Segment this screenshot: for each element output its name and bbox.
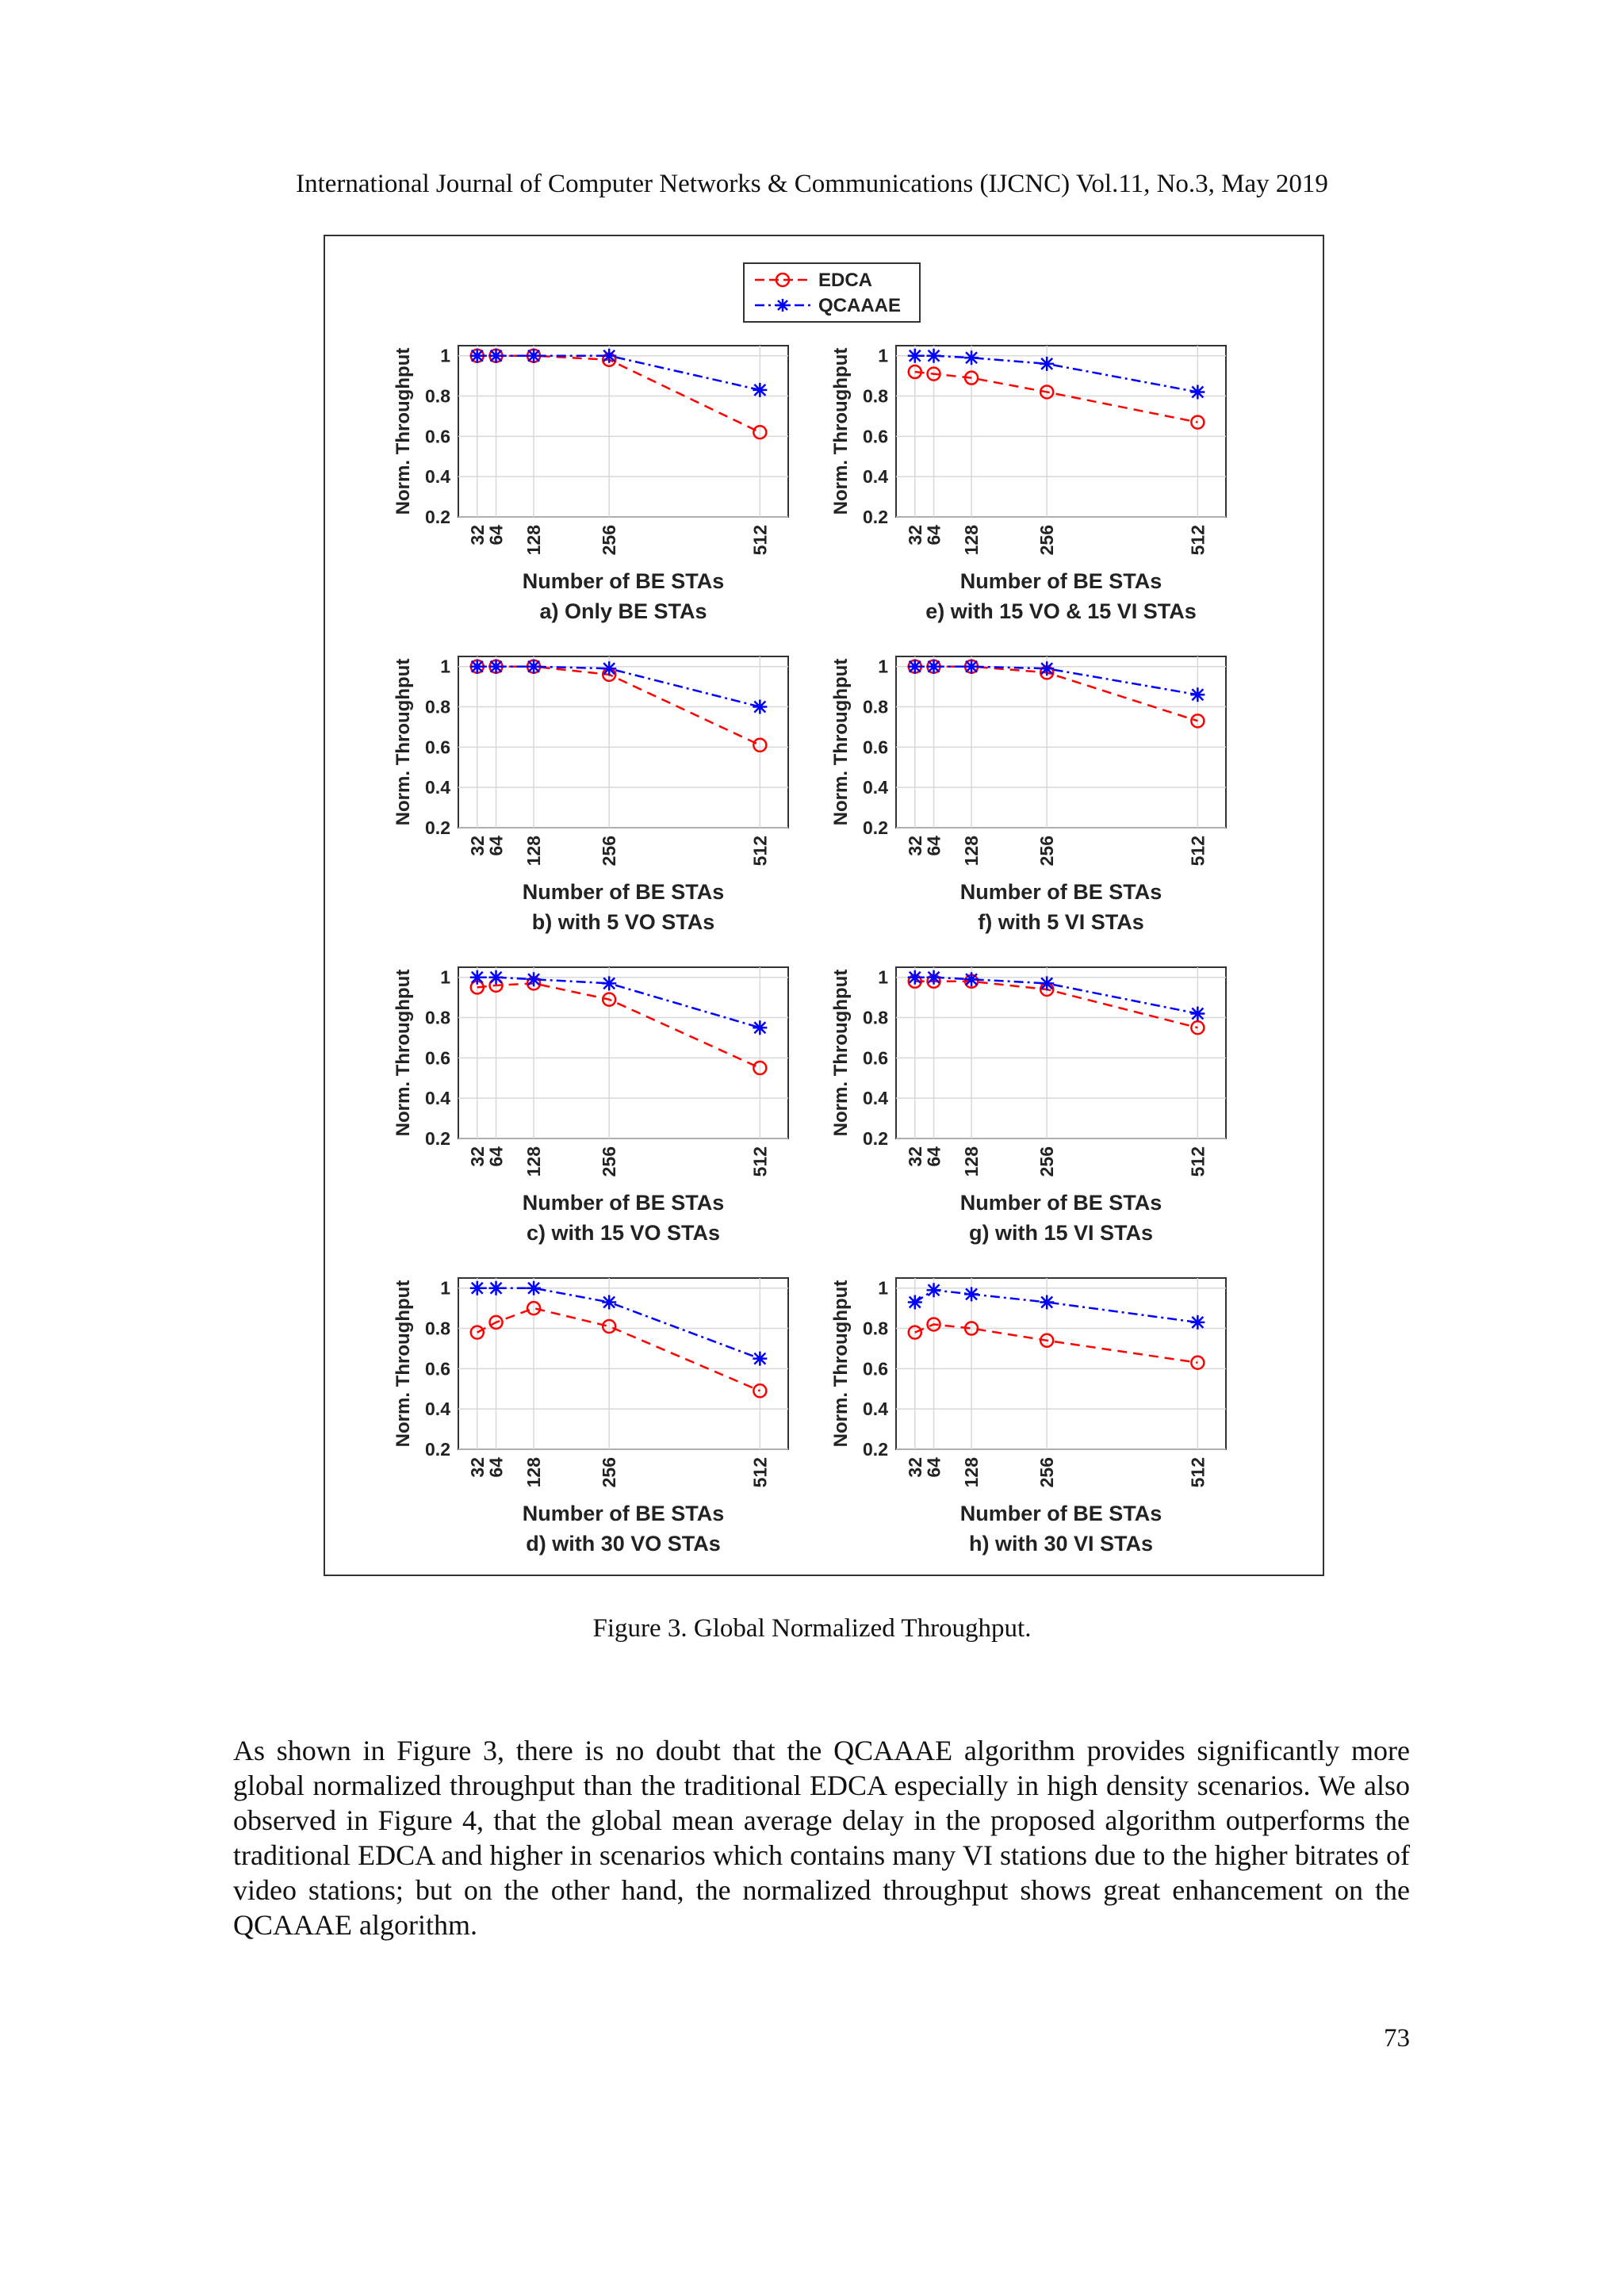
x-tick-label: 32 [904, 1457, 925, 1478]
data-point-qcaaae [753, 700, 767, 714]
x-tick-label: 64 [485, 836, 507, 856]
journal-header: International Journal of Computer Networks & Communications (IJCNC) Vol.11, No.3, May 2019 [296, 170, 1328, 198]
y-axis-label: Norm. Throughput [393, 969, 414, 1137]
data-point-qcaaae [527, 972, 541, 986]
data-point-qcaaae [1190, 1006, 1205, 1020]
data-point-qcaaae [908, 970, 922, 985]
panel-title: d) with 30 VO STAs [526, 1532, 721, 1556]
x-tick-label: 128 [523, 836, 545, 867]
plot-area [458, 346, 788, 517]
data-point-qcaaae [489, 1281, 504, 1295]
y-axis-label: Norm. Throughput [830, 658, 852, 826]
panel-title: a) Only BE STAs [539, 599, 707, 623]
figure-3 [324, 235, 1324, 1576]
data-point-qcaaae [1190, 687, 1205, 702]
x-tick-label: 128 [961, 1146, 982, 1177]
y-tick-label: 0.6 [863, 1047, 888, 1069]
y-tick-label: 0.8 [425, 385, 450, 407]
x-tick-label: 512 [1187, 1146, 1208, 1177]
x-tick-label: 32 [904, 525, 925, 545]
x-axis-label: Number of BE STAs [522, 1502, 725, 1525]
x-tick-label: 128 [961, 836, 982, 867]
legend-label-qcaaae: QCAAAE [818, 295, 902, 316]
data-point-qcaaae [964, 350, 979, 365]
y-tick-label: 0.6 [425, 737, 450, 758]
data-point-qcaaae [470, 660, 485, 674]
data-point-qcaaae [602, 661, 616, 675]
plot-area [458, 1278, 788, 1449]
x-tick-label: 256 [599, 1457, 620, 1488]
data-point-qcaaae [1190, 1315, 1205, 1330]
y-tick-label: 0.8 [863, 385, 888, 407]
page-number: 73 [1384, 2024, 1410, 2053]
data-point-qcaaae [527, 349, 541, 363]
data-point-qcaaae [964, 660, 979, 674]
data-point-qcaaae [753, 1020, 767, 1035]
plot-area [896, 656, 1226, 828]
y-tick-label: 0.8 [425, 696, 450, 718]
data-point-qcaaae [470, 1281, 485, 1295]
y-tick-label: 0.4 [425, 1088, 450, 1109]
y-tick-label: 1 [878, 345, 888, 366]
y-tick-label: 0.8 [863, 1318, 888, 1339]
x-tick-label: 128 [523, 1146, 545, 1177]
x-tick-label: 128 [523, 1457, 545, 1488]
data-point-qcaaae [908, 349, 922, 363]
x-axis-label: Number of BE STAs [959, 880, 1162, 904]
data-point-qcaaae [927, 349, 941, 363]
plot-area [458, 967, 788, 1138]
data-point-qcaaae [489, 660, 504, 674]
panel-7 [393, 1278, 788, 1556]
y-tick-label: 0.4 [863, 777, 888, 798]
y-axis-label: Norm. Throughput [830, 1280, 852, 1448]
y-tick-label: 1 [440, 656, 450, 677]
data-point-qcaaae [908, 660, 922, 674]
y-tick-label: 0.2 [863, 817, 888, 838]
x-tick-label: 64 [923, 1457, 944, 1478]
y-tick-label: 1 [440, 966, 450, 988]
y-axis-label: Norm. Throughput [393, 1280, 414, 1448]
x-tick-label: 32 [904, 836, 925, 856]
y-tick-label: 1 [878, 1277, 888, 1299]
y-tick-label: 0.6 [863, 737, 888, 758]
y-tick-label: 0.6 [863, 1358, 888, 1380]
x-tick-label: 64 [485, 1146, 507, 1167]
x-tick-label: 64 [485, 1457, 507, 1478]
x-tick-label: 128 [961, 1457, 982, 1488]
y-tick-label: 0.4 [425, 777, 450, 798]
x-tick-label: 256 [1036, 1146, 1058, 1177]
y-tick-label: 0.4 [425, 1399, 450, 1420]
x-tick-label: 512 [1187, 836, 1208, 867]
x-axis-label: Number of BE STAs [522, 569, 725, 593]
y-tick-label: 0.4 [425, 466, 450, 488]
x-tick-label: 256 [599, 525, 620, 556]
data-point-qcaaae [927, 660, 941, 674]
y-tick-label: 0.8 [425, 1007, 450, 1028]
panel-title: g) with 15 VI STAs [968, 1221, 1154, 1245]
panel-3 [393, 656, 788, 934]
y-tick-label: 0.2 [863, 1439, 888, 1460]
x-tick-label: 64 [485, 525, 507, 545]
data-point-qcaaae [527, 660, 541, 674]
y-tick-label: 1 [878, 966, 888, 988]
y-tick-label: 0.2 [863, 507, 888, 527]
body-paragraph: As shown in Figure 3, there is no doubt that the QCAAAE algorithm provides significantly more global normalized throughput than the traditional EDCA especially in high density scenarios. We also observed in Figure 4, that the global mean average delay in the proposed algorithm outperforms the traditional EDCA and higher in scenarios which contains many VI stations due to the higher bitrates of video stations; but on the other hand, the normalized throughput shows great enhancement on the QCAAAE algorithm. [233, 1735, 1410, 1941]
data-point-qcaaae [470, 349, 485, 363]
data-point-qcaaae [527, 1281, 541, 1295]
y-tick-label: 0.6 [425, 1047, 450, 1069]
legend-marker-asterisk [776, 299, 789, 312]
x-axis-label: Number of BE STAs [522, 1191, 725, 1215]
x-tick-label: 512 [749, 836, 771, 867]
data-point-qcaaae [908, 1295, 922, 1309]
y-tick-label: 0.2 [863, 1128, 888, 1149]
y-tick-label: 0.6 [863, 426, 888, 447]
x-axis-label: Number of BE STAs [959, 1191, 1162, 1215]
panel-5 [393, 967, 788, 1245]
y-tick-label: 0.8 [863, 1007, 888, 1028]
x-tick-label: 512 [749, 1146, 771, 1177]
y-tick-label: 0.2 [425, 817, 450, 838]
x-axis-label: Number of BE STAs [522, 880, 725, 904]
y-tick-label: 0.2 [425, 1128, 450, 1149]
y-axis-label: Norm. Throughput [830, 347, 852, 515]
data-point-qcaaae [1040, 357, 1054, 371]
data-point-qcaaae [602, 976, 616, 990]
y-tick-label: 0.2 [425, 1439, 450, 1460]
y-tick-label: 0.8 [425, 1318, 450, 1339]
data-point-qcaaae [964, 1287, 979, 1301]
y-tick-label: 0.4 [863, 1399, 888, 1420]
x-tick-label: 256 [599, 836, 620, 867]
x-tick-label: 256 [1036, 836, 1058, 867]
data-point-qcaaae [927, 970, 941, 985]
panel-6 [830, 967, 1226, 1245]
legend-label-edca: EDCA [818, 270, 873, 291]
y-tick-label: 1 [440, 1277, 450, 1299]
data-point-qcaaae [927, 1283, 941, 1297]
y-tick-label: 0.4 [863, 466, 888, 488]
figure-3-chart-grid [325, 236, 1323, 1575]
x-tick-label: 32 [466, 836, 488, 856]
panel-8 [830, 1278, 1226, 1556]
y-axis-label: Norm. Throughput [830, 969, 852, 1137]
panel-4 [830, 656, 1226, 934]
chart-legend [744, 263, 920, 322]
data-point-qcaaae [470, 970, 485, 985]
x-axis-label: Number of BE STAs [959, 1502, 1162, 1525]
data-point-qcaaae [489, 349, 504, 363]
x-tick-label: 512 [749, 525, 771, 556]
y-axis-label: Norm. Throughput [393, 658, 414, 826]
panel-title: b) with 5 VO STAs [531, 910, 715, 934]
plot-area [896, 1278, 1226, 1449]
y-tick-label: 0.2 [425, 507, 450, 527]
data-point-qcaaae [602, 349, 616, 363]
panel-title: h) with 30 VI STAs [968, 1532, 1154, 1556]
y-tick-label: 0.8 [863, 696, 888, 718]
x-tick-label: 64 [923, 525, 944, 545]
x-tick-label: 128 [523, 525, 545, 556]
panel-title: e) with 15 VO & 15 VI STAs [925, 599, 1197, 623]
x-tick-label: 256 [1036, 525, 1058, 556]
data-point-qcaaae [753, 383, 767, 397]
x-tick-label: 128 [961, 525, 982, 556]
y-tick-label: 1 [440, 345, 450, 366]
panel-2 [830, 346, 1226, 623]
x-tick-label: 512 [1187, 525, 1208, 556]
y-tick-label: 0.6 [425, 1358, 450, 1380]
panel-1 [393, 346, 788, 623]
plot-area [896, 346, 1226, 517]
data-point-qcaaae [753, 1352, 767, 1366]
data-point-qcaaae [1040, 976, 1054, 990]
x-tick-label: 512 [749, 1457, 771, 1488]
panel-title: f) with 5 VI STAs [978, 910, 1144, 934]
x-tick-label: 32 [466, 525, 488, 545]
figure-caption: Figure 3. Global Normalized Throughput. [592, 1614, 1032, 1643]
data-point-qcaaae [1040, 661, 1054, 675]
y-tick-label: 0.4 [863, 1088, 888, 1109]
y-axis-label: Norm. Throughput [393, 347, 414, 515]
data-point-qcaaae [964, 972, 979, 986]
data-point-qcaaae [489, 970, 504, 985]
x-tick-label: 256 [599, 1146, 620, 1177]
y-tick-label: 1 [878, 656, 888, 677]
x-tick-label: 32 [466, 1457, 488, 1478]
x-tick-label: 64 [923, 1146, 944, 1167]
x-tick-label: 512 [1187, 1457, 1208, 1488]
x-tick-label: 64 [923, 836, 944, 856]
x-tick-label: 32 [466, 1146, 488, 1167]
data-point-qcaaae [602, 1295, 616, 1309]
y-tick-label: 0.6 [425, 426, 450, 447]
panel-title: c) with 15 VO STAs [526, 1221, 721, 1245]
data-point-qcaaae [1190, 385, 1205, 399]
x-axis-label: Number of BE STAs [959, 569, 1162, 593]
data-point-qcaaae [1040, 1295, 1054, 1309]
x-tick-label: 32 [904, 1146, 925, 1167]
x-tick-label: 256 [1036, 1457, 1058, 1488]
